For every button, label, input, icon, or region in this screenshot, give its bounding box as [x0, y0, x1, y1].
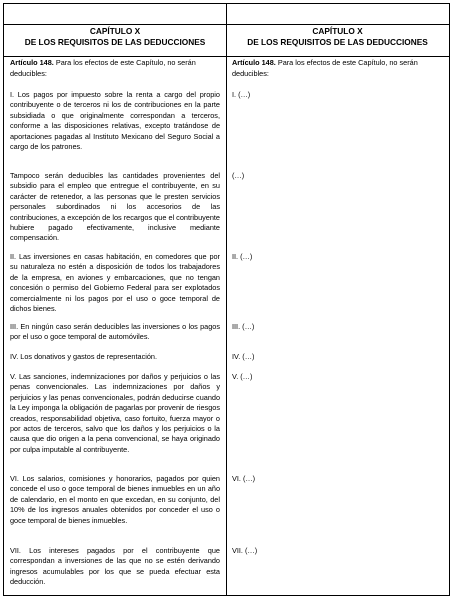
left-paragraph-fraction-iii: III. En ningún caso serán deducibles las inversiones o los pagos por el uso o goce temporal de automóviles. [10, 322, 220, 342]
right-paragraph-fraction-iii: III. (…) [232, 322, 255, 331]
right-paragraph-fraction-vii: VII. (…) [232, 546, 258, 555]
left-paragraph-fraction-i-second: Tampoco serán deducibles las cantidades provenientes del subsidio para el empleo que entregue el contribuyente, en su carácter de retenedor, a las personas que le presten servicios personales subordinados ni los accesorios de las contribuciones, a excepción de los recargos que el contribuyente hubiere pagado efectivamente, inclusive mediante compensación. [10, 171, 220, 243]
right-paragraph-fraction-i: I. (…) [232, 90, 251, 99]
header-top-rule [4, 24, 449, 25]
right-header [227, 26, 449, 48]
right-chapter-title: DE LOS REQUISITOS DE LAS DEDUCCIONES [247, 37, 428, 47]
left-paragraph-fraction-iv: IV. Los donativos y gastos de representación. [10, 352, 157, 361]
left-paragraph-fraction-ii: II. Las inversiones en casas habitación, en comedores que por su naturaleza no estén a disposición de todos los trabajadores de la empresa, en aviones y embarcaciones, que no tengan concesión o permiso del Gobierno Federal para ser explotados comercialmente ni los pagos por el uso o goce temporal de dichos bienes. [10, 252, 220, 314]
left-header [4, 26, 226, 48]
right-paragraph-fraction-ii: II. (…) [232, 252, 253, 261]
left-paragraph-fraction-vi: VI. Los salarios, comisiones y honorarios, pagados por quien concede el uso o goce temporal de bienes inmuebles en un año de calendario, en el monto en que excedan, en su conjunto, del 10% de los ingresos anuales obtenidos por conceder el uso o goce temporal de bienes inmuebles. [10, 474, 220, 525]
left-intro [4, 58, 226, 79]
comparison-table [3, 3, 450, 596]
right-paragraph-fraction-v: V. (…) [232, 372, 253, 381]
left-chapter-title: DE LOS REQUISITOS DE LAS DEDUCCIONES [24, 37, 206, 47]
right-paragraph-fraction-vi: VI. (…) [232, 474, 256, 483]
left-intro-text: Para los efectos de este Capítulo, no serán deducibles: [10, 58, 196, 78]
right-chapter: CAPÍTULO X [312, 26, 363, 36]
header-bottom-rule [4, 56, 449, 57]
left-paragraph-fraction-i: I. Los pagos por impuesto sobre la renta a cargo del propio contribuyente o de terceros ni los de contribuciones en la parte subsidiada o que originalmente correspondan a terceros, conforme a las disposiciones relativas, excepto tratándose de aportaciones pagadas al Instituto Mexicano del Seguro Social a cargo de los patrones. [10, 90, 220, 152]
left-paragraph-fraction-v: V. Las sanciones, indemnizaciones por daños y perjuicios o las penas convencionales. Las indemnizaciones por daños y perjuicios y las penas convencionales, podrán deducirse cuando la Ley imponga la obligación de pagarlas por provenir de riesgos creados, responsabilidad objetiva, caso fortuito, fuerza mayor o por actos de terceros, salvo que los daños y los perjuicios o la causa que dio origen a la pena convencional, se haya originado por culpa imputable al contribuyente. [10, 372, 220, 454]
right-paragraph-fraction-iv: IV. (…) [232, 352, 255, 361]
right-paragraph-fraction-i-second: (…) [232, 171, 245, 180]
right-intro [227, 58, 449, 79]
left-chapter: CAPÍTULO X [89, 26, 141, 36]
right-article-number: Artículo 148. [232, 58, 276, 67]
left-paragraph-fraction-vii: VII. Los intereses pagados por el contribuyente que correspondan a inversiones de las que no se estén derivando ingresos acumulables por los que se pueda efectuar esta deducción. [10, 546, 220, 587]
right-intro-text: Para los efectos de este Capítulo, no serán deducibles: [232, 58, 418, 78]
left-article-number: Artículo 148. [10, 58, 54, 67]
